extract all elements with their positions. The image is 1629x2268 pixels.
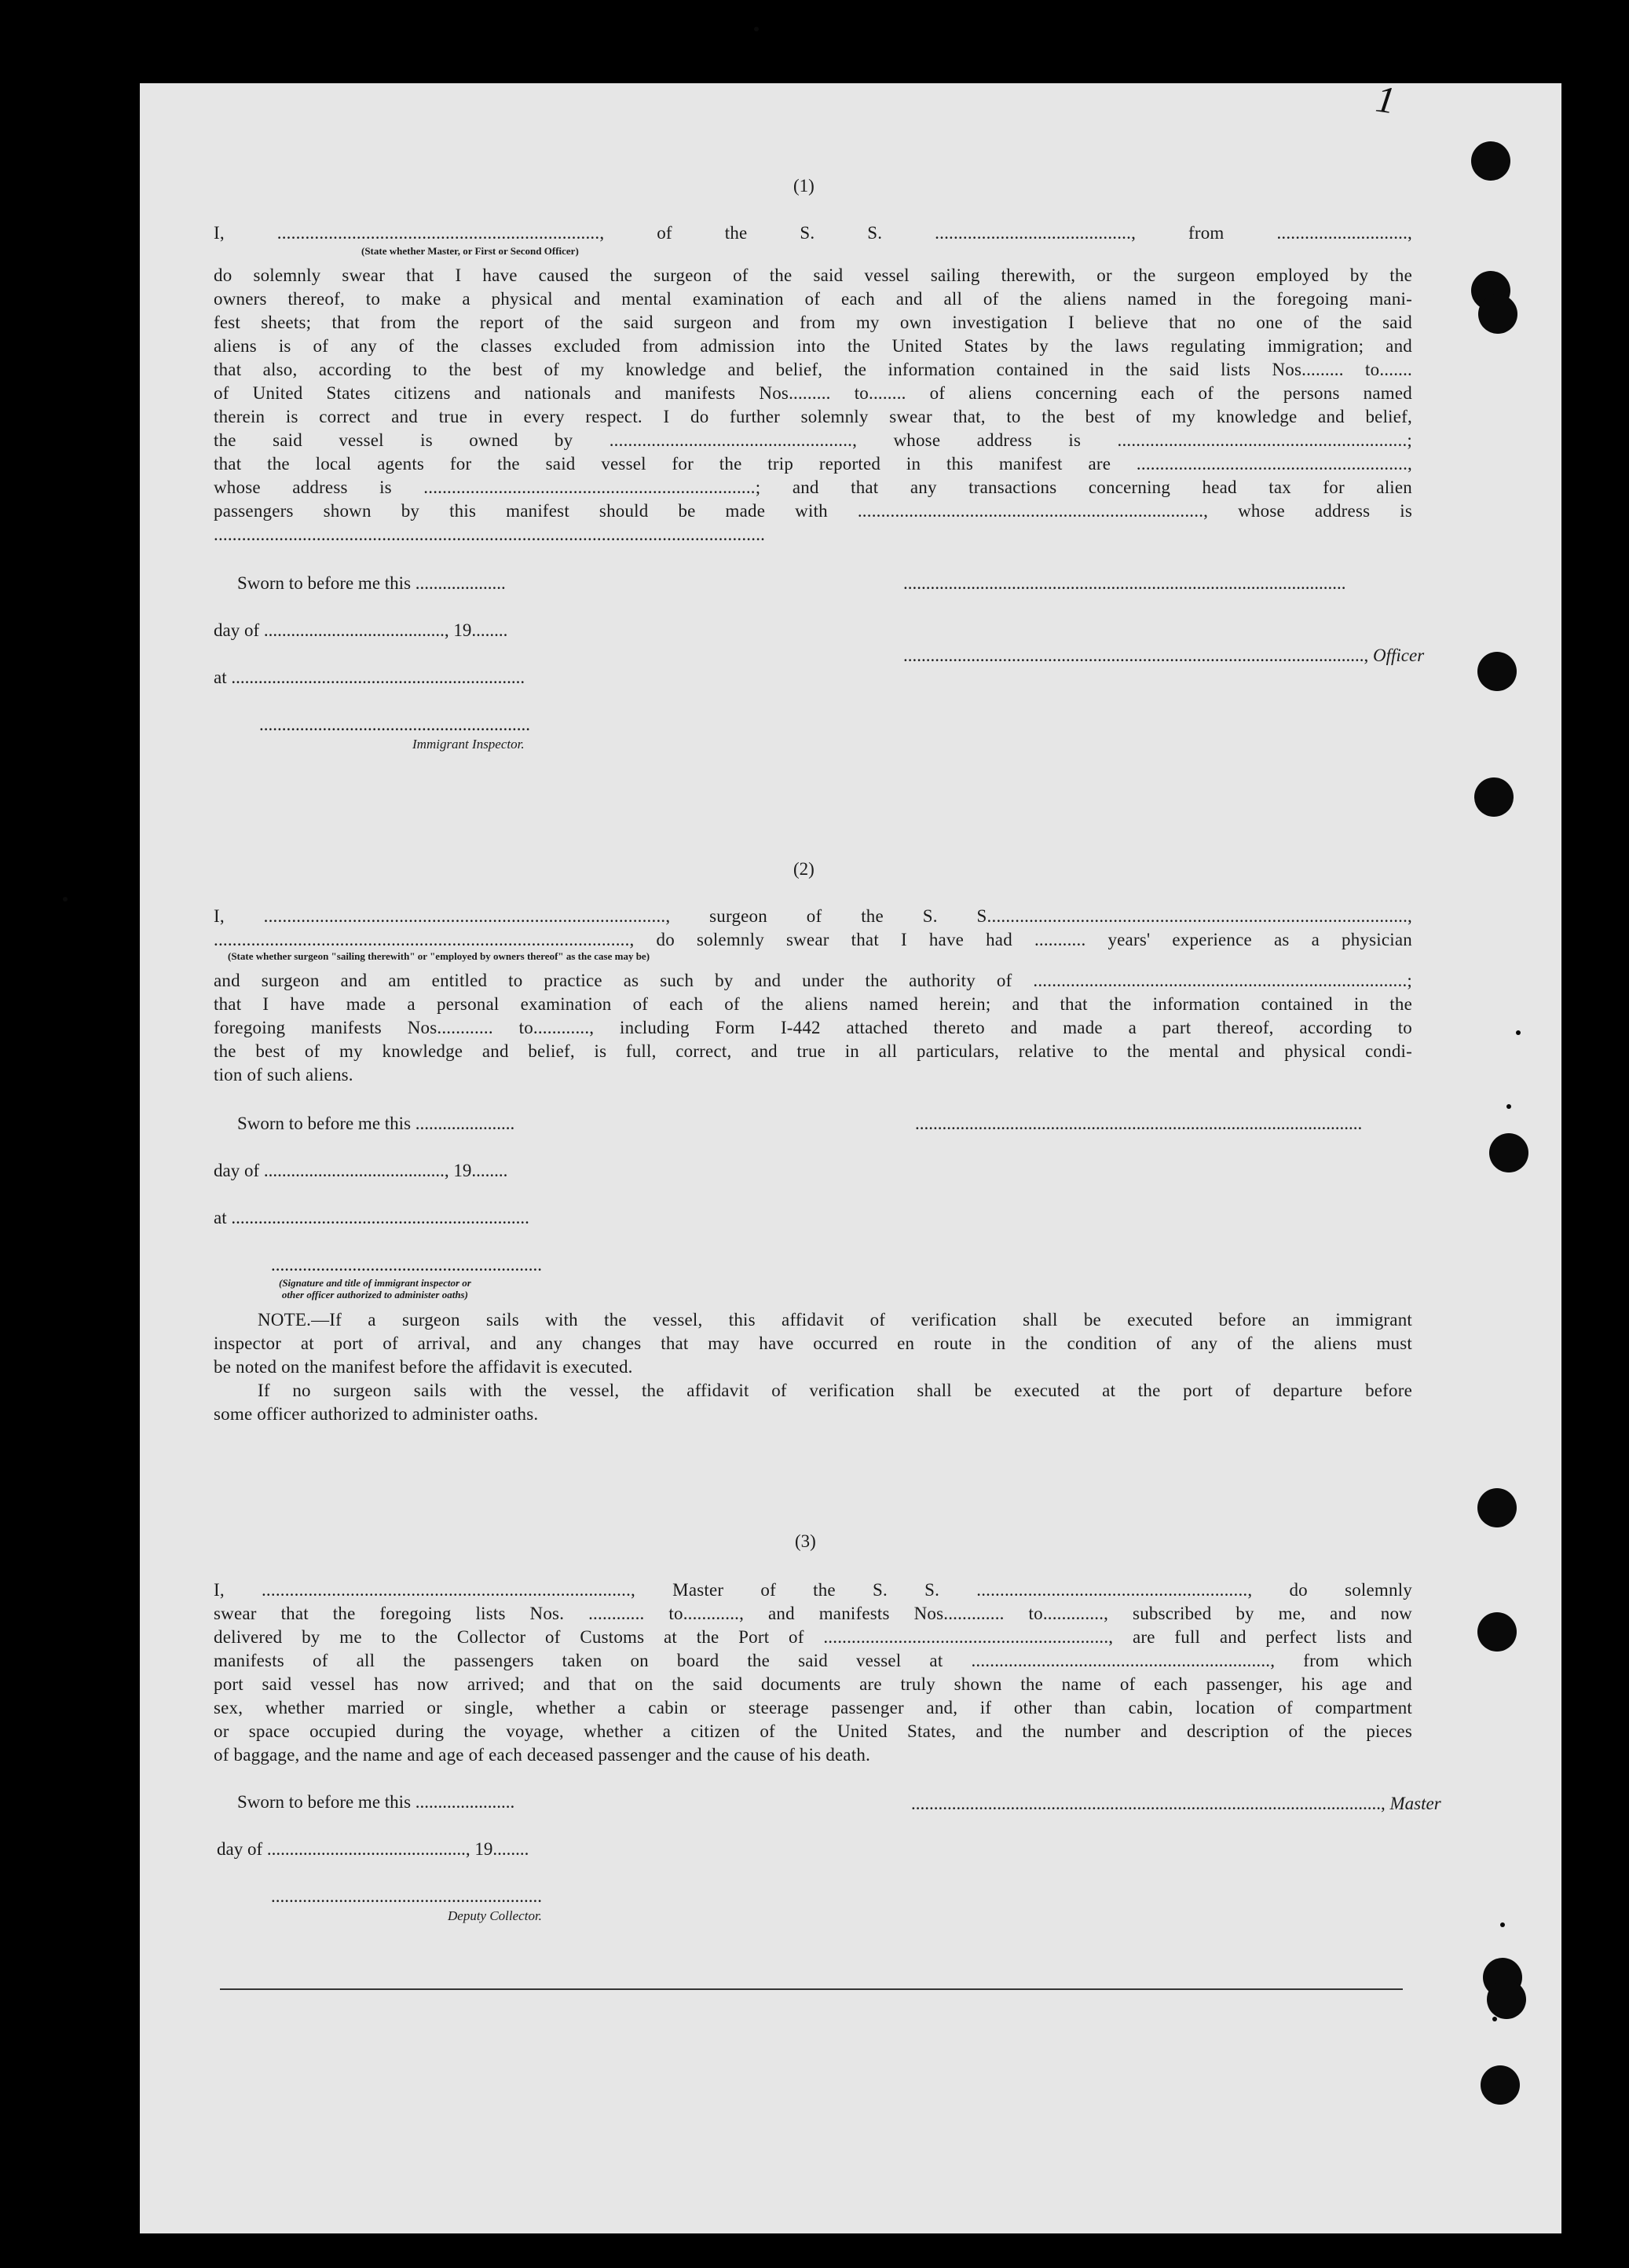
officer-signature-blank: .................................................................................................. bbox=[903, 573, 1346, 593]
text-line: the said vessel is owned by ...................................................., whose address is ..............................................................; bbox=[214, 430, 1412, 450]
speck bbox=[1506, 1104, 1511, 1109]
punch-hole bbox=[1477, 1488, 1517, 1527]
text-line: I, ..............................................................................., Master of the S. S. .........................................................., do solemnly bbox=[214, 1580, 1412, 1600]
punch-hole bbox=[1477, 652, 1517, 691]
sworn-line: Sworn to before me this ...................... bbox=[237, 1114, 515, 1133]
text-line: delivered by me to the Collector of Customs at the Port of ............................................................., are full and perfect lists and bbox=[214, 1627, 1412, 1647]
text-line: some officer authorized to administer oaths. bbox=[214, 1404, 539, 1424]
text-line: whose address is .......................................................................; and that any transactions concerning head tax for alien bbox=[214, 477, 1412, 497]
signature-role: Master bbox=[1389, 1794, 1441, 1813]
inspector-caption: Immigrant Inspector. bbox=[412, 737, 525, 752]
text-line: that the local agents for the said vessel for the trip reported in this manifest are .........................................................., bbox=[214, 454, 1412, 474]
day-line: day of ........................................, 19........ bbox=[214, 620, 508, 640]
inspector-signature-blank: ............................................................ bbox=[271, 1255, 542, 1275]
section-number: (2) bbox=[793, 859, 814, 879]
affidavit-surgeon-body bbox=[214, 969, 1412, 1087]
text-line: therein is correct and true in every respect. I do further solemnly swear that, to the best of my knowledge and belief, bbox=[214, 407, 1412, 426]
text-line: foregoing manifests Nos............ to............, including Form I-442 attached thereto and made a part thereof, according to bbox=[214, 1018, 1412, 1037]
section-number: (1) bbox=[793, 176, 814, 196]
field-note: (State whether Master, or First or Second Officer) bbox=[361, 245, 579, 257]
collector-signature-blank: ............................................................ bbox=[271, 1886, 542, 1906]
speck bbox=[63, 897, 68, 902]
punch-hole bbox=[1471, 141, 1510, 181]
affidavit-collector-text bbox=[214, 1578, 1412, 1767]
inspector-caption: (Signature and title of immigrant inspector or other officer authorized to administer oaths) bbox=[279, 1277, 471, 1300]
text-line: of baggage, and the name and age of each deceased passenger and the cause of his death. bbox=[214, 1745, 871, 1765]
text-line: that also, according to the best of my knowledge and belief, the information contained in the said lists Nos......... to....... bbox=[214, 360, 1412, 379]
text-line: owners thereof, to make a physical and mental examination of each and all of the aliens named in the foregoing mani- bbox=[214, 289, 1412, 309]
text-line: I, ......................................................................................, surgeon of the S. S.........................................................................................., bbox=[214, 906, 1412, 926]
text-line: that I have made a personal examination of each of the aliens named herein; and that the information contained in the bbox=[214, 994, 1412, 1014]
text-line: do solemnly swear that I have caused the surgeon of the said vessel sailing therewith, or the surgeon employed by the bbox=[214, 265, 1412, 285]
punch-hole bbox=[1489, 1133, 1528, 1172]
surgeon-signature-blank: ................................................................................................... bbox=[915, 1114, 1363, 1133]
punch-hole bbox=[1478, 294, 1517, 334]
speck bbox=[1492, 2017, 1497, 2021]
bottom-rule bbox=[220, 1988, 1403, 1990]
text-line: be noted on the manifest before the affidavit is executed. bbox=[214, 1357, 633, 1377]
day-line: day of ............................................, 19........ bbox=[217, 1839, 529, 1859]
sworn-line: Sworn to before me this ...................... bbox=[237, 1792, 515, 1812]
at-line: at .................................................................. bbox=[214, 1208, 529, 1227]
officer-line: ......................................................................................................, Officer bbox=[903, 646, 1425, 665]
text-line: inspector at port of arrival, and any changes that may have occurred en route in the condition of any of the aliens must bbox=[214, 1333, 1412, 1353]
text-line: port said vessel has now arrived; and that on the said documents are truly shown the name of each passenger, his age and bbox=[214, 1674, 1412, 1694]
affidavit-master-text bbox=[214, 221, 1412, 245]
text-line: swear that the foregoing lists Nos. ............ to............, and manifests Nos............. to............., subscribed by me, and now bbox=[214, 1604, 1412, 1623]
affidavit-surgeon-text bbox=[214, 905, 1412, 952]
collector-caption: Deputy Collector. bbox=[448, 1908, 542, 1923]
speck bbox=[1500, 1922, 1505, 1927]
note-block bbox=[214, 1308, 1412, 1426]
speck bbox=[1516, 1030, 1521, 1035]
text-line: fest sheets; that from the report of the said surgeon and from my own investigation I believe that no one of the said bbox=[214, 313, 1412, 332]
text-line: sex, whether married or single, whether a cabin or steerage passenger and, if other than cabin, location of compartment bbox=[214, 1698, 1412, 1717]
text-line: and surgeon and am entitled to practice as such by and under the authority of ................................................................................; bbox=[214, 971, 1412, 990]
field-note: (State whether surgeon "sailing therewith" or "employed by owners thereof" as the case may be) bbox=[228, 950, 650, 962]
speck bbox=[754, 27, 759, 31]
master-line: ........................................................................................................, Master bbox=[911, 1794, 1441, 1813]
punch-hole bbox=[1487, 1980, 1526, 2019]
signature-role: Officer bbox=[1373, 646, 1425, 665]
punch-hole bbox=[1477, 1612, 1517, 1652]
day-line: day of ........................................, 19........ bbox=[214, 1161, 508, 1180]
inspector-signature-blank: ............................................................ bbox=[259, 715, 530, 734]
text-line: NOTE.—If a surgeon sails with the vessel, this affidavit of verification shall be executed before an immigrant bbox=[258, 1310, 1412, 1330]
text-line: tion of such aliens. bbox=[214, 1065, 353, 1085]
sworn-line: Sworn to before me this .................... bbox=[237, 573, 506, 593]
text-line: I, ....................................................................., of the S. S. .........................................., from ............................, bbox=[214, 223, 1412, 243]
page-mark: 1 bbox=[1373, 78, 1398, 123]
text-line: passengers shown by this manifest should be made with .........................................................................., whose address is bbox=[214, 501, 1412, 521]
section-number: (3) bbox=[795, 1531, 816, 1551]
text-line: of United States citizens and nationals and manifests Nos......... to........ of aliens concerning each of the persons named bbox=[214, 383, 1412, 403]
punch-hole bbox=[1481, 2065, 1520, 2105]
text-line: aliens is of any of the classes excluded from admission into the United States by the laws regulating immigration; and bbox=[214, 336, 1412, 356]
affidavit-master-body bbox=[214, 264, 1412, 547]
punch-hole bbox=[1474, 777, 1514, 817]
text-line: ...................................................................................................................... bbox=[214, 525, 766, 544]
at-line: at ................................................................. bbox=[214, 668, 525, 687]
text-line: the best of my knowledge and belief, is full, correct, and true in all particulars, relative to the mental and physical condi- bbox=[214, 1041, 1412, 1061]
text-line: If no surgeon sails with the vessel, the affidavit of verification shall be executed at the port of departure before bbox=[258, 1381, 1412, 1400]
text-line: manifests of all the passengers taken on board the said vessel at ................................................................, from which bbox=[214, 1651, 1412, 1670]
text-line: or space occupied during the voyage, whether a citizen of the United States, and the number and description of the pieces bbox=[214, 1721, 1412, 1741]
text-line: ........................................................................................., do solemnly swear that I have had ........... years' experience as a physician bbox=[214, 930, 1412, 949]
